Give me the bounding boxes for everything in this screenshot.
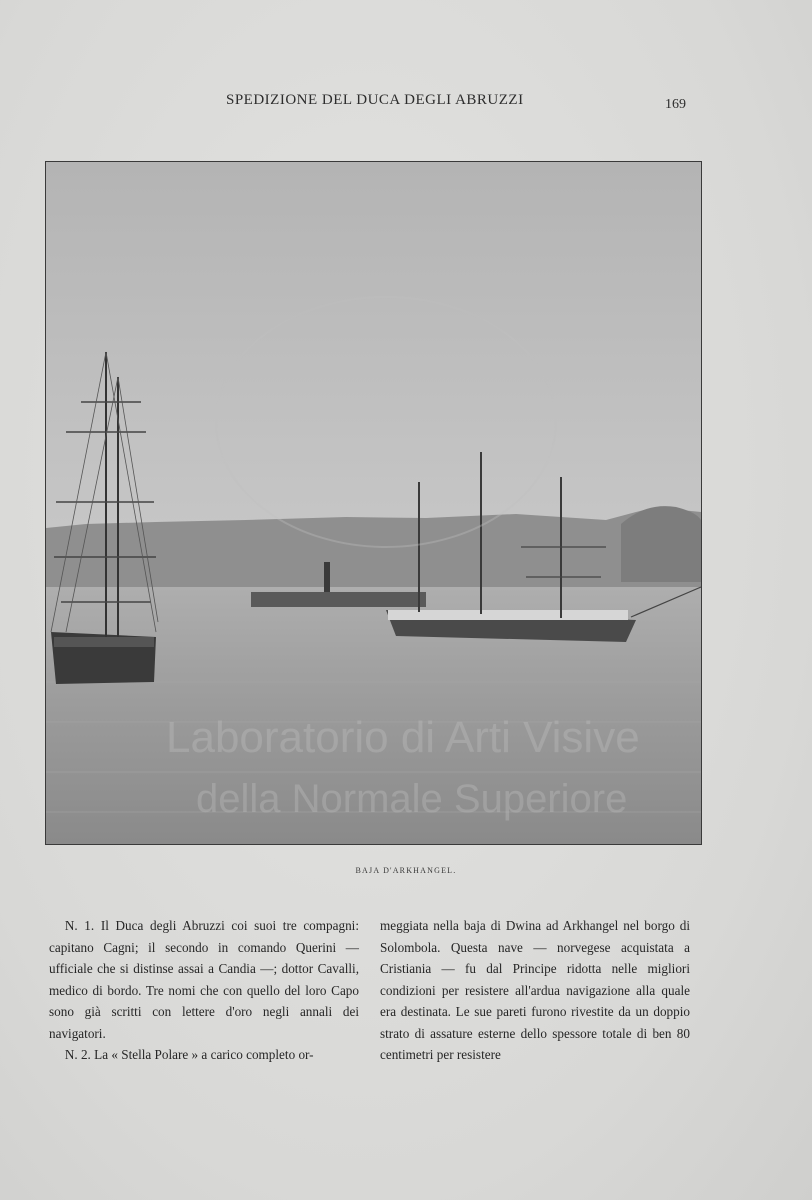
watermark-line-1: Laboratorio di Arti Visive: [166, 713, 640, 762]
page-header: [0, 92, 812, 114]
page-number: 169: [665, 97, 686, 112]
running-title: SPEDIZIONE DEL DUCA DEGLI ABRUZZI: [226, 92, 524, 108]
footnote-2-start: N. 2. La « Stella Polare » a carico completo or-: [64, 1047, 314, 1062]
watermark-line-2: della Normale Superiore: [196, 777, 628, 821]
footnote-2-continued: meggiata nella baja di Dwina ad Arkhangel nel borgo di Solombola. Questa nave — norvegese acquistata a Cristiania — fu dal Principe ridotta nelle migliori condizioni per resistere all'ardua navigazione alla quale era destinata. Le sue pareti furono rivestite da un doppio strato di assature esterne dello spessore totale di ben 80 centimetri per resistere: [380, 918, 690, 1062]
footnotes-left-column: [49, 915, 359, 1066]
harbor-photograph: [46, 162, 701, 844]
footnote-1: N. 1. Il Duca degli Abruzzi coi suoi tre compagni: capitano Cagni; il secondo in comando Querini — ufficiale che si distinse assai a Candia —; dottor Cavalli, medico di bordo. Tre nomi che con quello del loro Capo sono già scritti con lettere d'oro negli annali dei navigatori.: [49, 918, 359, 1041]
photo-plate: [45, 161, 702, 845]
footnotes-right-column: [380, 915, 690, 1066]
figure-caption: BAJA D'ARKHANGEL.: [355, 866, 457, 875]
